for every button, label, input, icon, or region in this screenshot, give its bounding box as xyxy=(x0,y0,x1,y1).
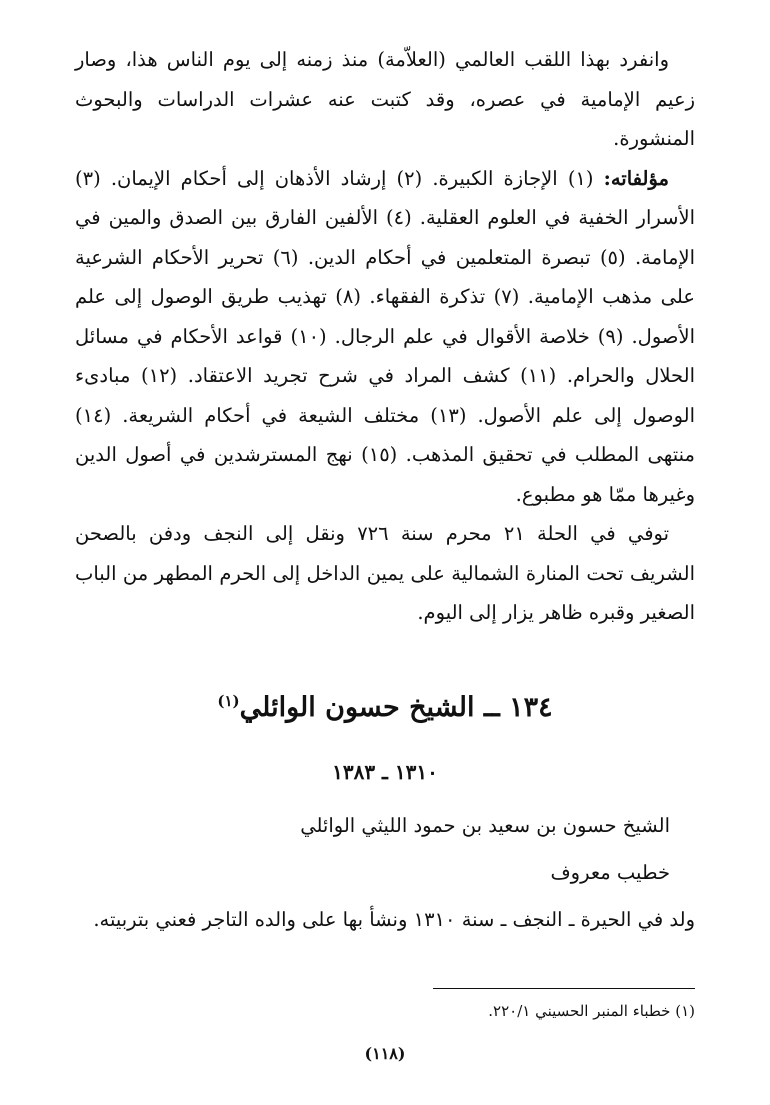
footnote-divider xyxy=(433,988,695,989)
biography-birth: ولد في الحيرة ـ النجف ـ سنة ١٣١٠ ونشأ بها على والده التاجر فعني بتربيته. xyxy=(93,908,695,931)
biography-full-name: الشيخ حسون بن سعيد بن حمود الليثي الوائلي xyxy=(300,814,670,837)
paragraph-death-text: توفي في الحلة ٢١ محرم سنة ٧٢٦ ونقل إلى النجف ودفن بالصحن الشريف تحت المنارة الشمالية على يمين الداخل إلى الحرم المطهر من الباب الصغير وقبره ظاهر يزار إلى اليوم. xyxy=(75,522,695,624)
paragraph-works xyxy=(75,159,695,515)
main-text-block xyxy=(75,40,695,633)
paragraph-death xyxy=(75,514,695,633)
footnote-text: (١) خطباء المنبر الحسيني ٢٢٠/١. xyxy=(488,1002,695,1020)
page-number: (١١٨) xyxy=(364,1044,406,1063)
works-list-text: (١) الإجازة الكبيرة. (٢) إرشاد الأذهان إلى أحكام الإيمان. (٣) الأسرار الخفية في العلوم العقلية. (٤) الألفين الفارق بين الصدق والمين في الإمامة. (٥) تبصرة المتعلمين في أحكام الدين. (٦) تحرير الأحكام الشرعية على مذهب الإمامية. (٧) تذكرة الفقهاء. (٨) تهذيب طريق الوصول إلى علم الأصول. (٩) خلاصة الأقوال في علم الرجال. (١٠) قواعد الأحكام في مسائل الحلال والحرام. (١١) كشف المراد في شرح تجريد الاعتقاد. (١٢) مبادىء الوصول إلى علم الأصول. (١٣) مختلف الشيعة في أحكام الشريعة. (١٤) منتهى المطلب في تحقيق المذهب. (١٥) نهج المسترشدين في أصول الدين وغيرها ممّا هو مطبوع. xyxy=(75,166,696,506)
paragraph-1 xyxy=(75,40,695,159)
works-heading: مؤلفاته: xyxy=(603,166,669,190)
biography-title-text: ١٣٤ ــ الشيخ حسون الوائلي xyxy=(239,692,553,723)
footnote-marker[interactable]: (١) xyxy=(217,692,240,710)
paragraph-1-text: وانفرد بهذا اللقب العالمي (العلاّمة) منذ زمنه إلى يوم الناس هذا، وصار زعيم الإمامية في عصره، وقد كتبت عنه عشرات الدراسات والبحوث المنشورة. xyxy=(75,48,695,150)
biography-title xyxy=(0,692,770,723)
biography-lines xyxy=(70,802,695,943)
biography-occupation: خطيب معروف xyxy=(550,861,670,884)
biography-dates: ١٣١٠ ـ ١٣٨٣ xyxy=(332,760,438,784)
